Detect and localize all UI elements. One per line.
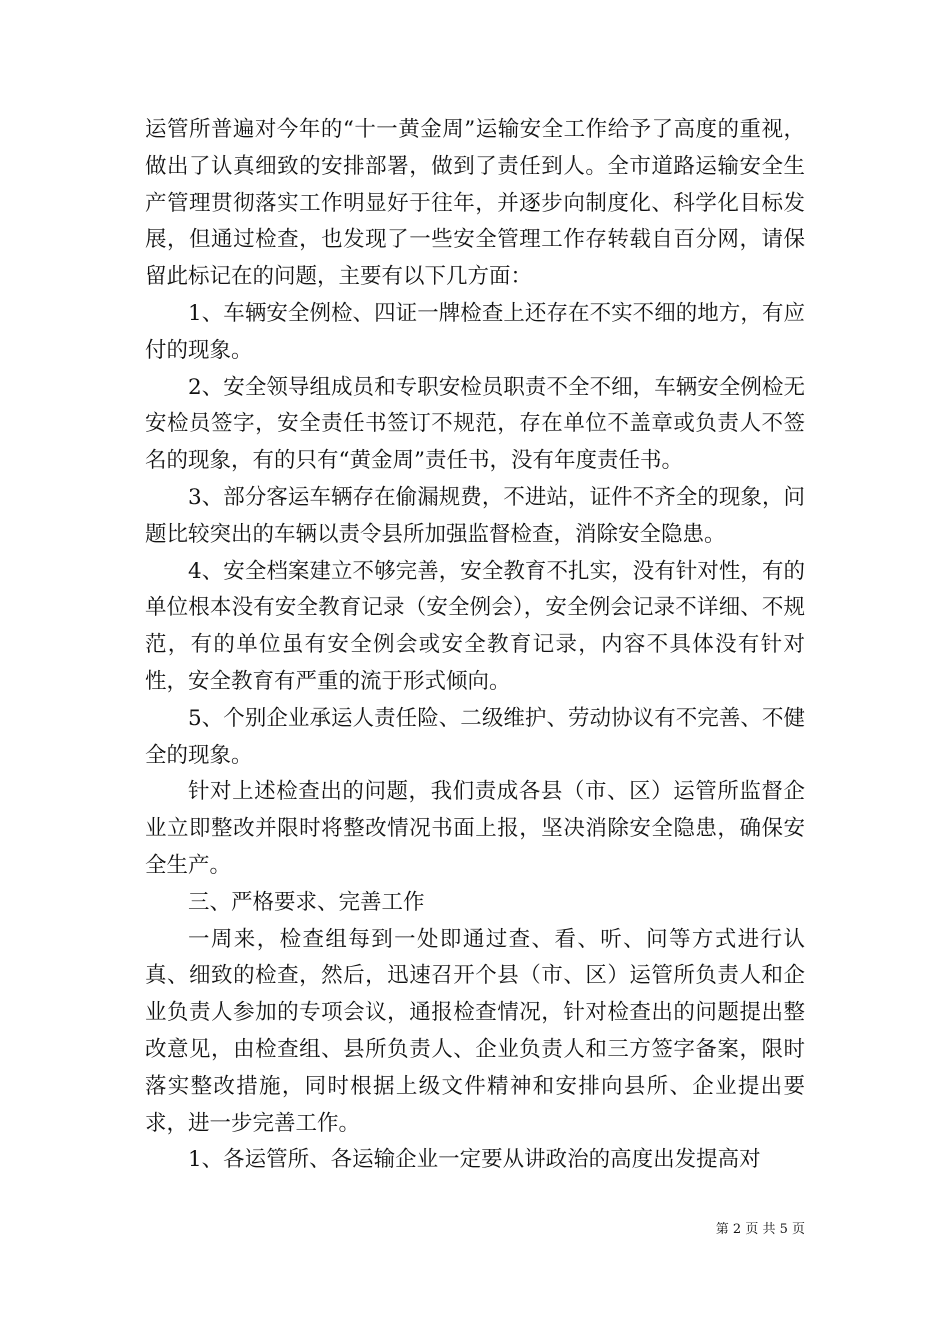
paragraph-item-1: 1、车辆安全例检、四证一牌检查上还存在不实不细的地方，有应付的现象。 xyxy=(145,300,805,363)
paragraph-week-review: 一周来，检查组每到一处即通过查、看、听、问等方式进行认真、细致的检查，然后，迅速召开个县（市、区）运管所负责人和企业负责人参加的专项会议，通报检查情况，针对检查出的问题提出整改意见，由检查组、县所负责人、企业负责人和三方签字备案，限时落实整改措施，同时根据上级文件精神和安排向县所、企业提出要求，进一步完善工作。 xyxy=(145,926,805,1136)
paragraph-item-4: 4、安全档案建立不够完善，安全教育不扎实，没有针对性，有的单位根本没有安全教育记录（安全例会），安全例会记录不详细、不规范，有的单位虽有安全例会或安全教育记录，内容不具体没有针对性，安全教育有严重的流于形式倾向。 xyxy=(145,558,805,694)
section-heading-three: 三、严格要求、完善工作 xyxy=(188,889,425,915)
document-body xyxy=(145,112,805,1179)
paragraph-item-2: 2、安全领导组成员和专职安检员职责不全不细，车辆安全例检无安检员签字，安全责任书签订不规范，存在单位不盖章或负责人不签名的现象，有的只有“黄金周”责任书，没有年度责任书。 xyxy=(145,374,805,474)
page-number-footer: 第 2 页 共 5 页 xyxy=(715,1222,805,1237)
paragraph-rectification: 针对上述检查出的问题，我们责成各县（市、区）运管所监督企业立即整改并限时将整改情况书面上报，坚决消除安全隐患，确保安全生产。 xyxy=(145,779,805,878)
paragraph-item-5: 5、个别企业承运人责任险、二级维护、劳动协议有不完善、不健全的现象。 xyxy=(145,705,805,768)
paragraph-item-3: 3、部分客运车辆存在偷漏规费，不进站，证件不齐全的现象，问题比较突出的车辆以责令县所加强监督检查，消除安全隐患。 xyxy=(145,484,805,547)
paragraph-requirement-1: 1、各运管所、各运输企业一定要从讲政治的高度出发提高对 xyxy=(188,1147,761,1173)
paragraph-intro: 运管所普遍对今年的“十一黄金周”运输安全工作给予了高度的重视，做出了认真细致的安排部署，做到了责任到人。全市道路运输安全生产管理贯彻落实工作明显好于往年，并逐步向制度化、科学化目标发展，但通过检查，也发现了一些安全管理工作存转载自百分网，请保留此标记在的问题，主要有以下几方面： xyxy=(145,117,805,290)
